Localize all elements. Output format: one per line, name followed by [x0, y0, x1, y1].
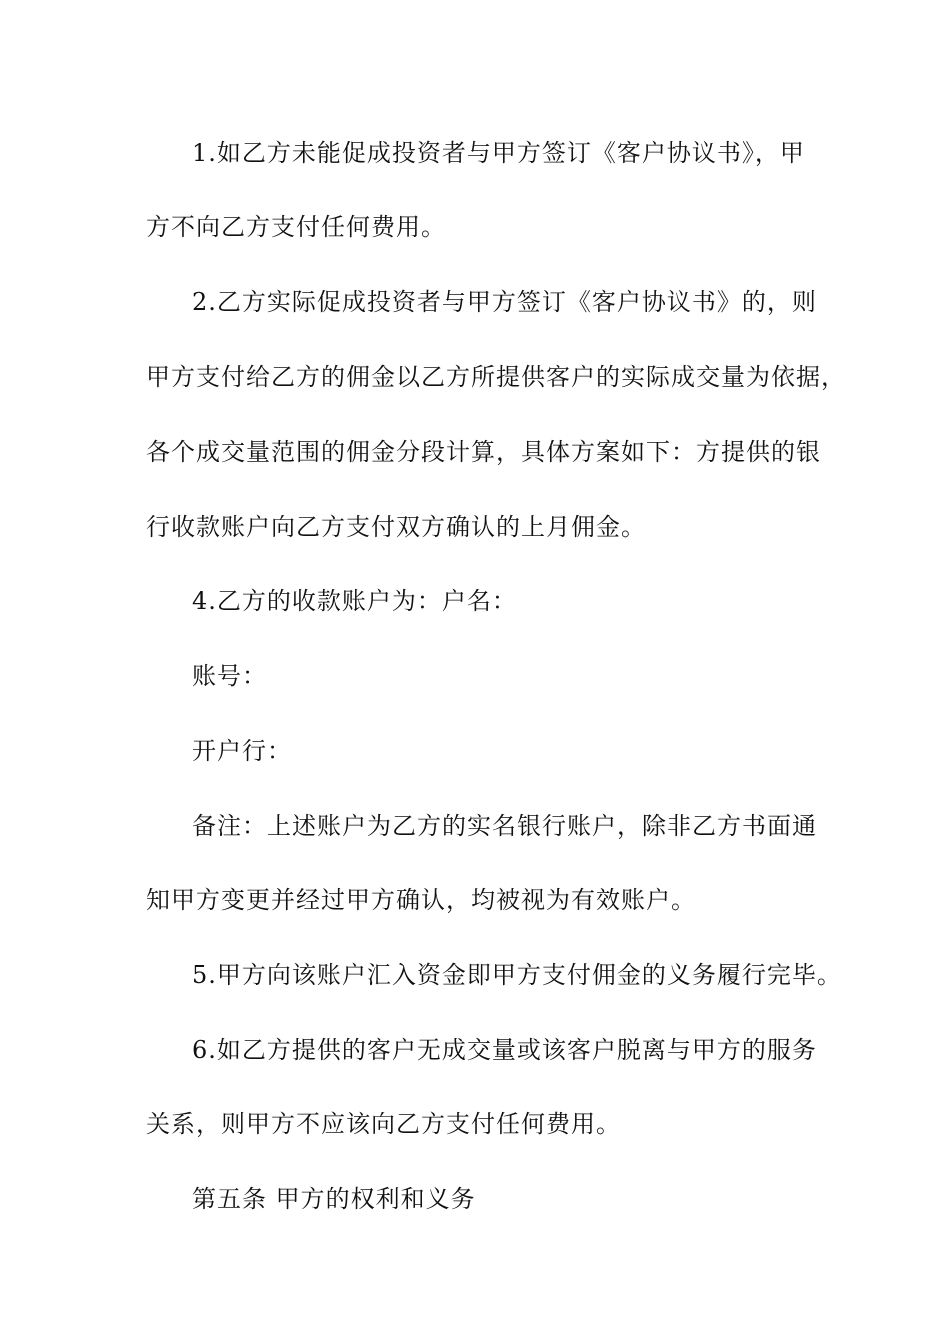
bank-branch-label: 开户行：: [192, 737, 292, 765]
clause-2-line-3: 各个成交量范围的佣金分段计算，具体方案如下：方提供的银: [146, 438, 821, 466]
clause-2-line-4: 行收款账户向乙方支付双方确认的上月佣金。: [146, 513, 646, 541]
remark-line-1: 备注：上述账户为乙方的实名银行账户，除非乙方书面通: [192, 812, 817, 840]
remark-line-2: 知甲方变更并经过甲方确认，均被视为有效账户。: [146, 886, 696, 914]
account-number-label: 账号：: [192, 662, 267, 690]
clause-2-line-2: 甲方支付给乙方的佣金以乙方所提供客户的实际成交量为依据，: [146, 363, 846, 391]
article-5-heading: 第五条 甲方的权利和义务: [192, 1185, 476, 1213]
clause-4-account-name: 4.乙方的收款账户为：户名：: [192, 587, 517, 615]
clause-1-line-2: 方不向乙方支付任何费用。: [146, 213, 446, 241]
clause-1-line-1: 1.如乙方未能促成投资者与甲方签订《客户协议书》，甲: [192, 139, 805, 167]
clause-5-line: 5.甲方向该账户汇入资金即甲方支付佣金的义务履行完毕。: [192, 961, 842, 989]
clause-2-line-1: 2.乙方实际促成投资者与甲方签订《客户协议书》的，则: [192, 288, 817, 316]
clause-6-line-2: 关系，则甲方不应该向乙方支付任何费用。: [146, 1110, 621, 1138]
clause-6-line-1: 6.如乙方提供的客户无成交量或该客户脱离与甲方的服务: [192, 1036, 817, 1064]
